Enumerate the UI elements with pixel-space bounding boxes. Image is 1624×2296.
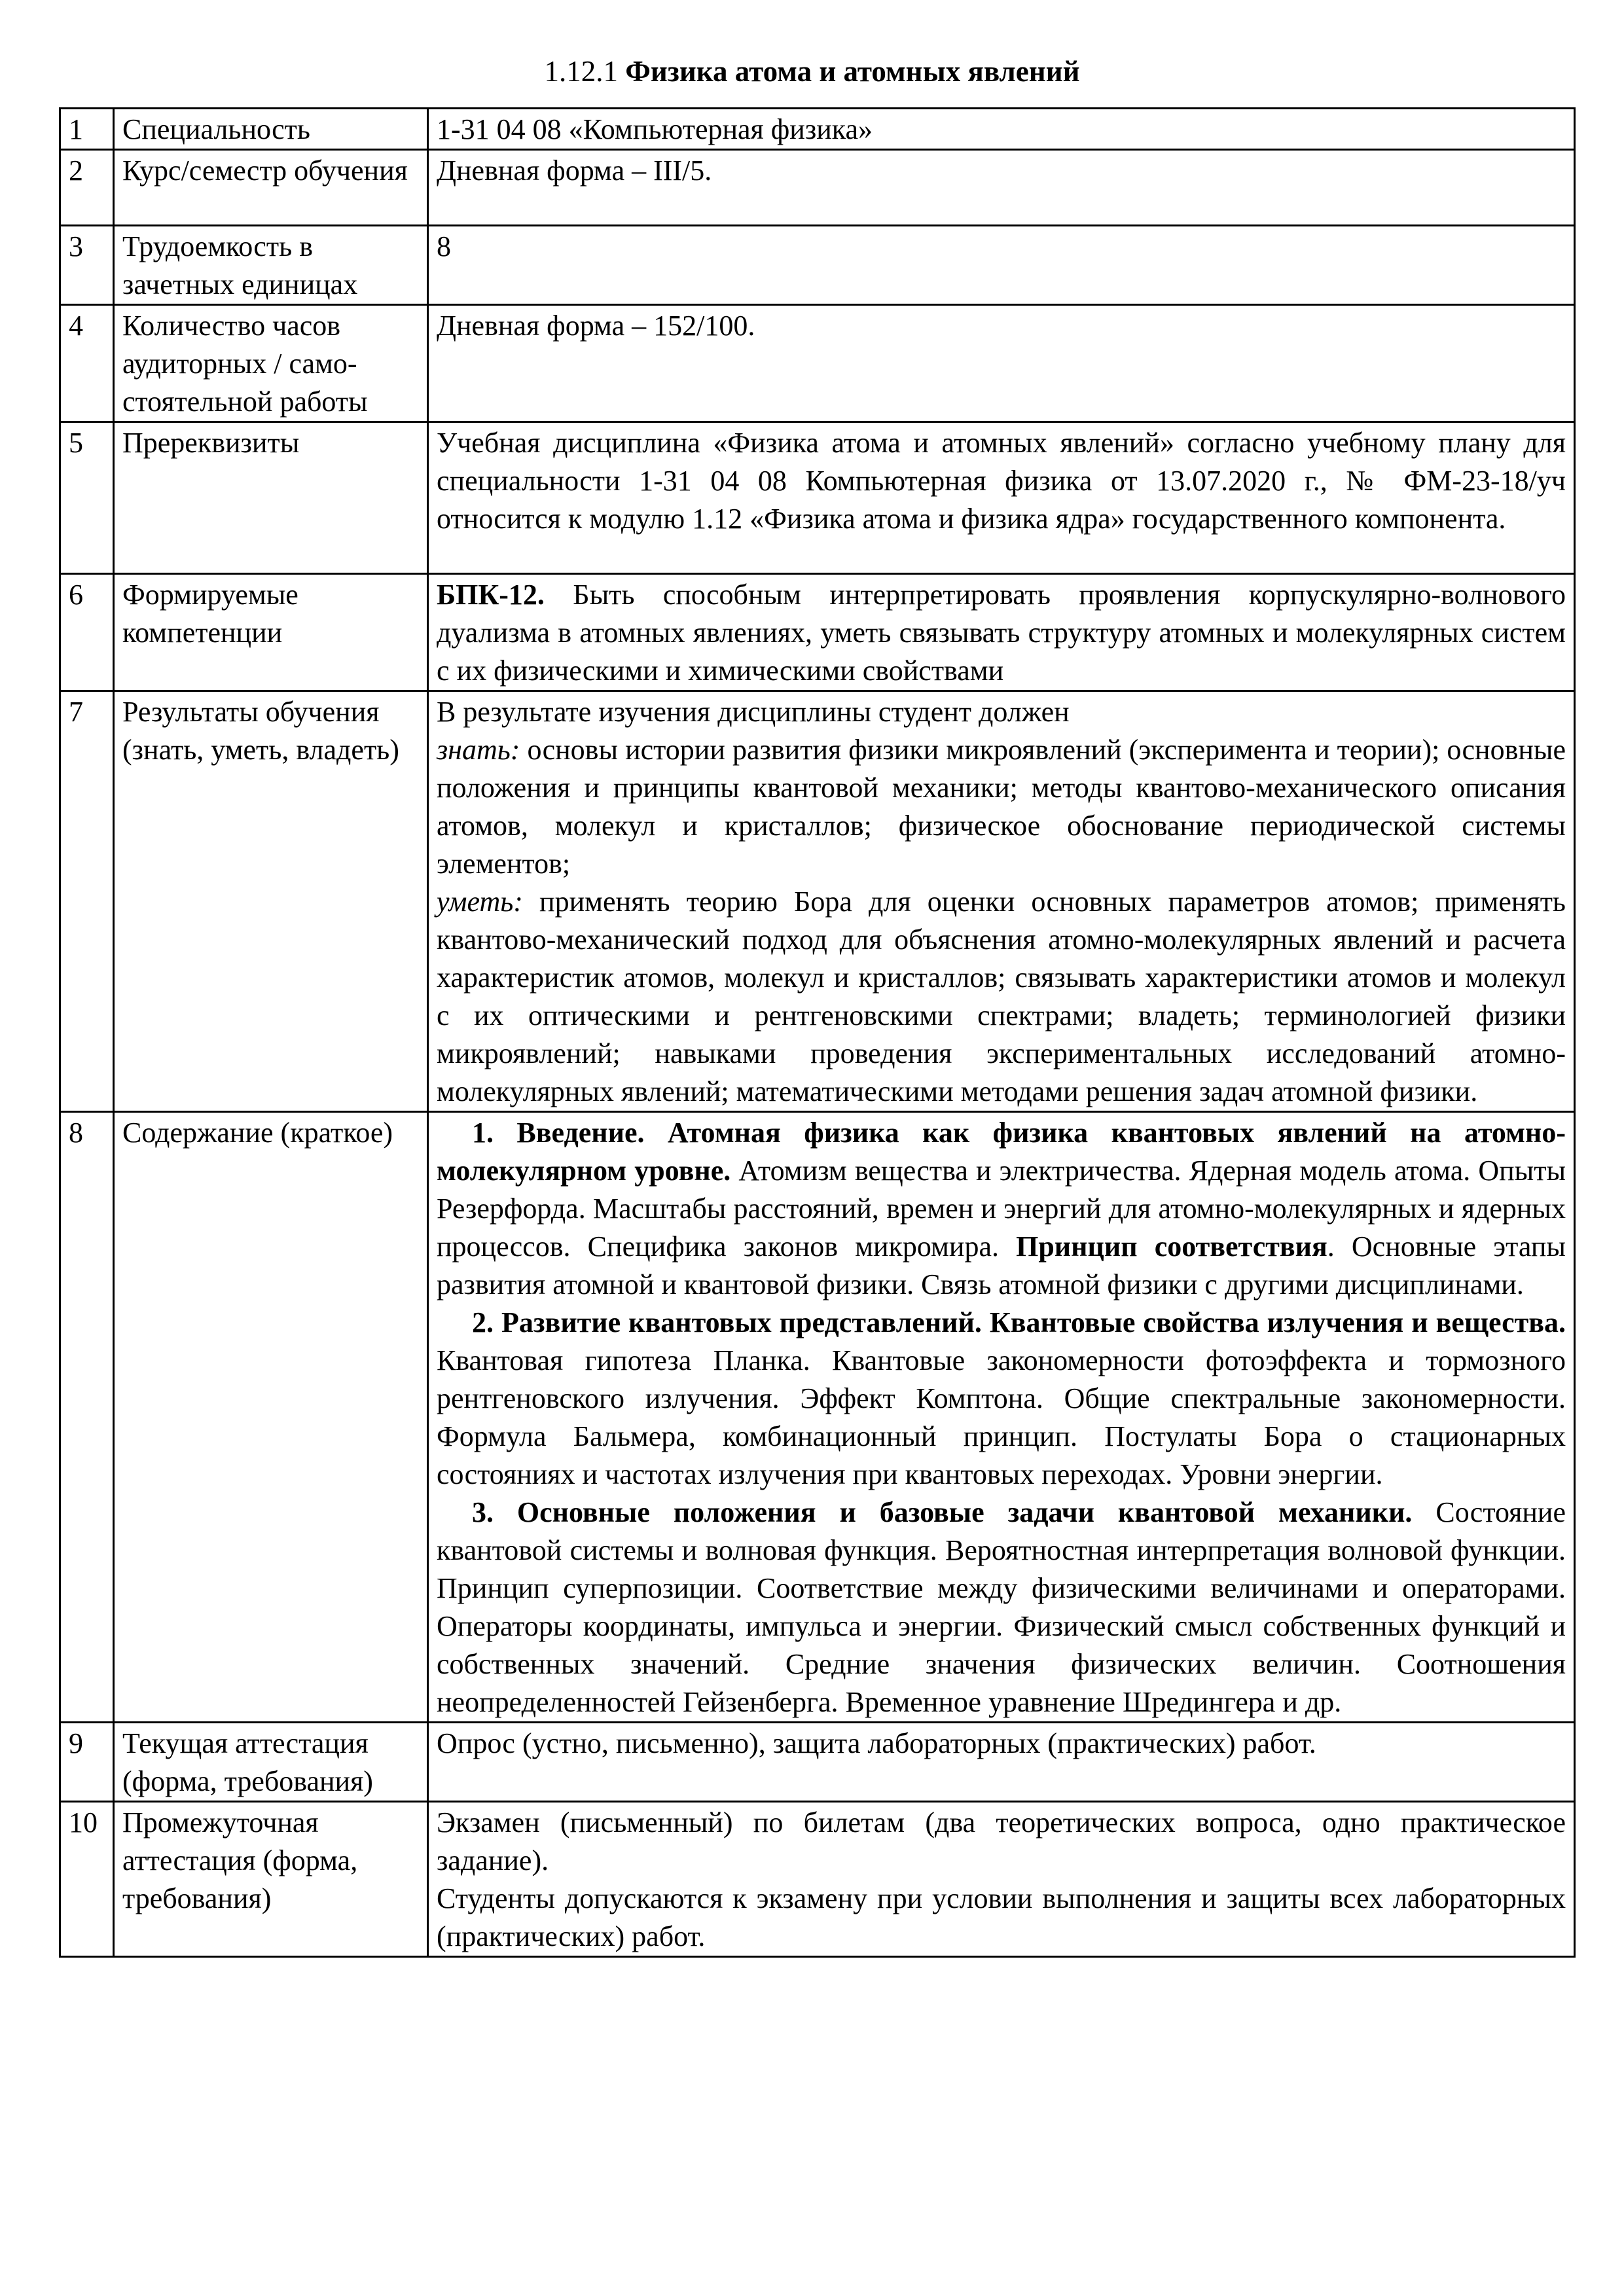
row-label: Промежуточная аттестация (форма, требования) bbox=[114, 1802, 428, 1957]
can-text: применять теорию Бора для оценки основных параметров атомов; применять квантово-механический подход для объяснения атомно-молекулярных явлений и расчета характеристик атомов, молекул и кристаллов; связывать характеристики атомов и молекул с их оптическими и рентгеновскими спектрами; владеть; терминологией физики микроявлений; навыками проведения экспериментальных исследований атомно-молекулярных явлений; математическими методами решения задач атомной физики. bbox=[437, 886, 1566, 1107]
course-info-table bbox=[59, 107, 1576, 1958]
row-value bbox=[428, 1802, 1575, 1957]
content-topic-3 bbox=[437, 1494, 1566, 1721]
row-label: Пререквизиты bbox=[114, 422, 428, 574]
row-value: Дневная форма – 152/100. bbox=[428, 305, 1575, 422]
title-number: 1.12.1 bbox=[544, 55, 618, 88]
table-row bbox=[60, 109, 1575, 150]
topic-text: Состояние квантовой системы и волновая функция. Вероятностная интерпретация волновой функции. Принцип суперпозиции. Соответствие между физическими величинами и операторами. Операторы координаты, импульса и энергии. Физический смысл собственных функций и собственных значений. Средние значения физических величин. Соотношения неопределенностей Гейзенберга. Временное уравнение Шредингера и др. bbox=[437, 1496, 1566, 1718]
row-value: Опрос (устно, письменно), защита лабораторных (практических) работ. bbox=[428, 1723, 1575, 1802]
table-row bbox=[60, 1802, 1575, 1957]
row-value: 1-31 04 08 «Компьютерная физика» bbox=[428, 109, 1575, 150]
row-number: 3 bbox=[60, 226, 114, 305]
row-label: Содержание (краткое) bbox=[114, 1112, 428, 1723]
row-label: Формируемые компетенции bbox=[114, 574, 428, 691]
topic-text: Атомизм вещества и электричества. Ядерная модель атома. Опыты Резерфорда. Масштабы расстояний, времен и энергий для атомно-молекулярных и ядерных процессов. Специфика законов микромира. bbox=[437, 1155, 1566, 1263]
row-number: 1 bbox=[60, 109, 114, 150]
page-title bbox=[0, 51, 1624, 92]
table-row bbox=[60, 150, 1575, 226]
content-topic-2 bbox=[437, 1304, 1566, 1494]
row-label: Курс/семестр обучения bbox=[114, 150, 428, 226]
row-value: Дневная форма – III/5. bbox=[428, 150, 1575, 226]
title-text: Физика атома и атомных явлений bbox=[625, 55, 1080, 88]
exam-admission: Студенты допускаются к экзамену при условии выполнения и защиты всех лабораторных (практических) работ. bbox=[437, 1882, 1566, 1952]
row-value: Учебная дисциплина «Физика атома и атомных явлений» согласно учебному плану для специальности 1-31 04 08 Компьютерная физика от 13.07.2020 г., № ФМ-23-18/уч относится к модулю 1.12 «Физика атома и физика ядра» государственного компонента. bbox=[428, 422, 1575, 574]
row-label: Текущая аттестация (форма, требования) bbox=[114, 1723, 428, 1802]
table-row bbox=[60, 1723, 1575, 1802]
row-value bbox=[428, 691, 1575, 1112]
exam-format: Экзамен (письменный) по билетам (два теоретических вопроса, одно практическое задание). bbox=[437, 1806, 1566, 1876]
row-number: 7 bbox=[60, 691, 114, 1112]
row-value: 8 bbox=[428, 226, 1575, 305]
row-value bbox=[428, 574, 1575, 691]
competence-code: БПК-12. bbox=[437, 579, 545, 611]
can-label: уметь: bbox=[437, 886, 523, 918]
row-number: 2 bbox=[60, 150, 114, 226]
row-number: 8 bbox=[60, 1112, 114, 1723]
row-number: 10 bbox=[60, 1802, 114, 1957]
know-text: основы истории развития физики микроявлений (эксперимента и теории); основные положения и принципы квантовой механики; методы квантово-механического описания атомов, молекул и кристаллов; физическое обоснование периодической системы элементов; bbox=[437, 734, 1566, 880]
row-number: 6 bbox=[60, 574, 114, 691]
row-value bbox=[428, 1112, 1575, 1723]
row-number: 4 bbox=[60, 305, 114, 422]
outcomes-can bbox=[437, 883, 1566, 1111]
topic-heading: 2. Развитие квантовых представлений. Квантовые свойства излучения и вещества. bbox=[472, 1306, 1566, 1338]
outcomes-know bbox=[437, 731, 1566, 883]
table-row bbox=[60, 305, 1575, 422]
table-row bbox=[60, 574, 1575, 691]
topic-text-tail: . Основные этапы развития атомной и квантовой физики. Связь атомной физики с другими дисциплинами. bbox=[437, 1230, 1566, 1300]
topic-heading: 3. Основные положения и базовые задачи квантовой механики. bbox=[472, 1496, 1413, 1528]
competence-text: Быть способным интерпретировать проявления корпускулярно-волнового дуализма в атомных явлениях, уметь связывать структуру атомных и молекулярных систем с их физическими и химическими свойствами bbox=[437, 579, 1566, 687]
table-row bbox=[60, 1112, 1575, 1723]
outcomes-intro: В результате изучения дисциплины студент должен bbox=[437, 696, 1070, 728]
row-number: 5 bbox=[60, 422, 114, 574]
content-topic-1 bbox=[437, 1114, 1566, 1304]
table-row bbox=[60, 422, 1575, 574]
row-label: Трудоемкость в зачетных единицах bbox=[114, 226, 428, 305]
row-label: Количество часов аудиторных / само-стоятельной работы bbox=[114, 305, 428, 422]
row-label: Специальность bbox=[114, 109, 428, 150]
topic-bold-term: Принцип соответствия bbox=[1016, 1230, 1327, 1263]
table-row bbox=[60, 226, 1575, 305]
row-label: Результаты обучения (знать, уметь, владеть) bbox=[114, 691, 428, 1112]
know-label: знать: bbox=[437, 734, 520, 766]
row-number: 9 bbox=[60, 1723, 114, 1802]
topic-text: Квантовая гипотеза Планка. Квантовые закономерности фотоэффекта и тормозного рентгеновского излучения. Эффект Комптона. Общие спектральные закономерности. Формула Бальмера, комбинационный принцип. Постулаты Бора о стационарных состояниях и частотах излучения при квантовых переходах. Уровни энергии. bbox=[437, 1344, 1566, 1490]
topic-heading: 1. Введение. Атомная физика как физика квантовых явлений на атомно-молекулярном уровне. bbox=[437, 1117, 1566, 1187]
table-row bbox=[60, 691, 1575, 1112]
